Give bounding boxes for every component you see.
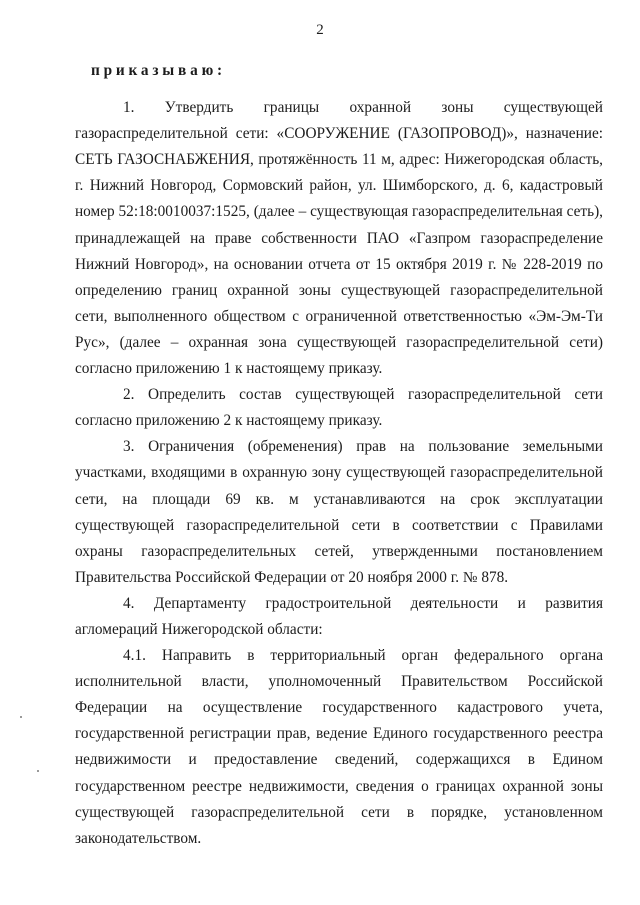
order-heading: приказываю:	[91, 62, 226, 79]
paragraph-item-2: 2. Определить состав существующей газораспределительной сети согласно приложению 2 к настоящему приказу.	[75, 386, 603, 430]
scan-dot	[20, 716, 22, 718]
document-body	[75, 58, 603, 852]
paragraph-item-4-1: 4.1. Направить в территориальный орган федерального органа исполнительной власти, уполномоченный Правительством Российской Федерации на осуществление государственного кадастрового учета, государственной регистрации прав, ведение Единого государственного реестра недвижимости и предоставление сведений, содержащихся в Едином государственном реестре недвижимости, сведения о границах охранной зоны существующей газораспределительной сети в порядке, установленном законодательством.	[75, 647, 603, 847]
paragraph-item-1: 1. Утвердить границы охранной зоны существующей газораспределительной сети: «СООРУЖЕНИЕ (ГАЗОПРОВОД)», назначение: СЕТЬ ГАЗОСНАБЖЕНИЯ, протяжённость 11 м, адрес: Нижегородская область, г. Нижний Новгород, Сормовский район, ул. Шимборского, д. 6, кадастровый номер 52:18:0010037:1525, (далее – существующая газораспределительная сеть), принадлежащей на праве собственности ПАО «Газпром газораспределение Нижний Новгород», на основании отчета от 15 октября 2019 г. № 228-2019 по определению границ охранной зоны существующей газораспределительной сети, выполненного обществом с ограниченной ответственностью «Эм-Эм-Ти Рус», (далее – охранная зона существующей газораспределительной сети) согласно приложению 1 к настоящему приказу.	[75, 99, 603, 378]
paragraph-item-3: 3. Ограничения (обременения) прав на пользование земельными участками, входящими в охранную зону существующей газораспределительной сети, на площади 69 кв. м устанавливаются на срок эксплуатации существующей газораспределительной сети в соответствии с Правилами охраны газораспределительных сетей, утвержденными постановлением Правительства Российской Федерации от 20 ноября 2000 г. № 878.	[75, 438, 603, 586]
scan-dot	[37, 770, 39, 772]
page-number: 2	[316, 22, 324, 38]
paragraph-item-4: 4. Департаменту градостроительной деятельности и развития агломераций Нижегородской области:	[75, 594, 603, 638]
